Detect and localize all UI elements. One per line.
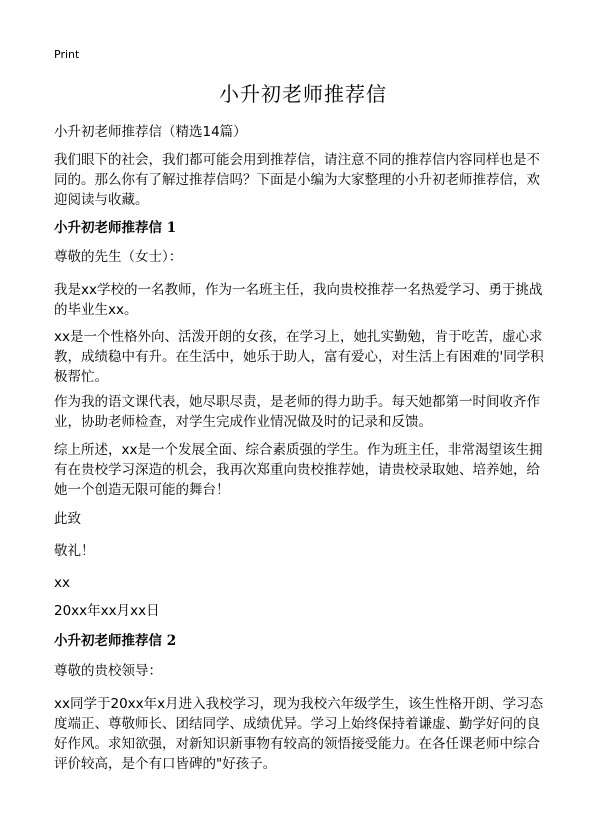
letter1-paragraph-4: 综上所述，xx是一个发展全面、综合素质强的学生。作为班主任，非常渴望该生拥有在贵校学习深造的机会，我再次郑重向贵校推荐她，请贵校录取她、培养她，给她一个创造无限可能的舞台！ [54,442,543,498]
letter1-closing-2: 敬礼！ [54,543,95,559]
letter1-closing-1: 此致 [54,511,81,527]
letter1-signature: xx [54,575,70,591]
print-label: Print [54,48,80,61]
letter2-paragraph-1: xx同学于20xx年x月进入我校学习，现为我校六年级学生，该生性格开朗、学习态度端正、尊敬师长、团结同学、成绩优异。学习上始终保持着谦虚、勤学好问的良好作风。求知欲强，对新知识新事物有较高的领悟接受能力。在各任课老师中综合评价较高，是个有口皆碑的"好孩子。 [54,696,544,772]
letter1-heading: 小升初老师推荐信 1 [54,220,177,236]
letter1-salutation: 尊敬的先生（女士）： [54,249,183,265]
subtitle: 小升初老师推荐信（精选14篇） [54,124,247,140]
letter1-paragraph-2: xx是一个性格外向、活泼开朗的女孩，在学习上，她扎实勤勉，肯于吃苦，虚心求教，成绩稳中有升。在生活中，她乐于助人，富有爱心，对生活上有困难的'同学积极帮忙。 [54,329,544,385]
letter1-paragraph-3: 作为我的语文课代表，她尽职尽责，是老师的得力助手。每天她都第一时间收齐作业，协助老师检查，对学生完成作业情况做及时的记录和反馈。 [54,394,540,430]
page-title: 小升初老师推荐信 [219,82,387,106]
letter2-heading: 小升初老师推荐信 2 [54,633,177,649]
letter1-date: 20xx年xx月xx日 [54,603,160,619]
letter2-salutation: 尊敬的贵校领导： [54,663,162,679]
letter1-paragraph-1: 我是xx学校的一名教师，作为一名班主任，我向贵校推荐一名热爱学习、勇于挑战的毕业生xx。 [54,282,543,318]
intro-paragraph: 我们眼下的社会，我们都可能会用到推荐信，请注意不同的推荐信内容同样也是不同的。那么你有了解过推荐信吗？下面是小编为大家整理的小升初老师推荐信，欢迎阅读与收藏。 [54,152,540,208]
